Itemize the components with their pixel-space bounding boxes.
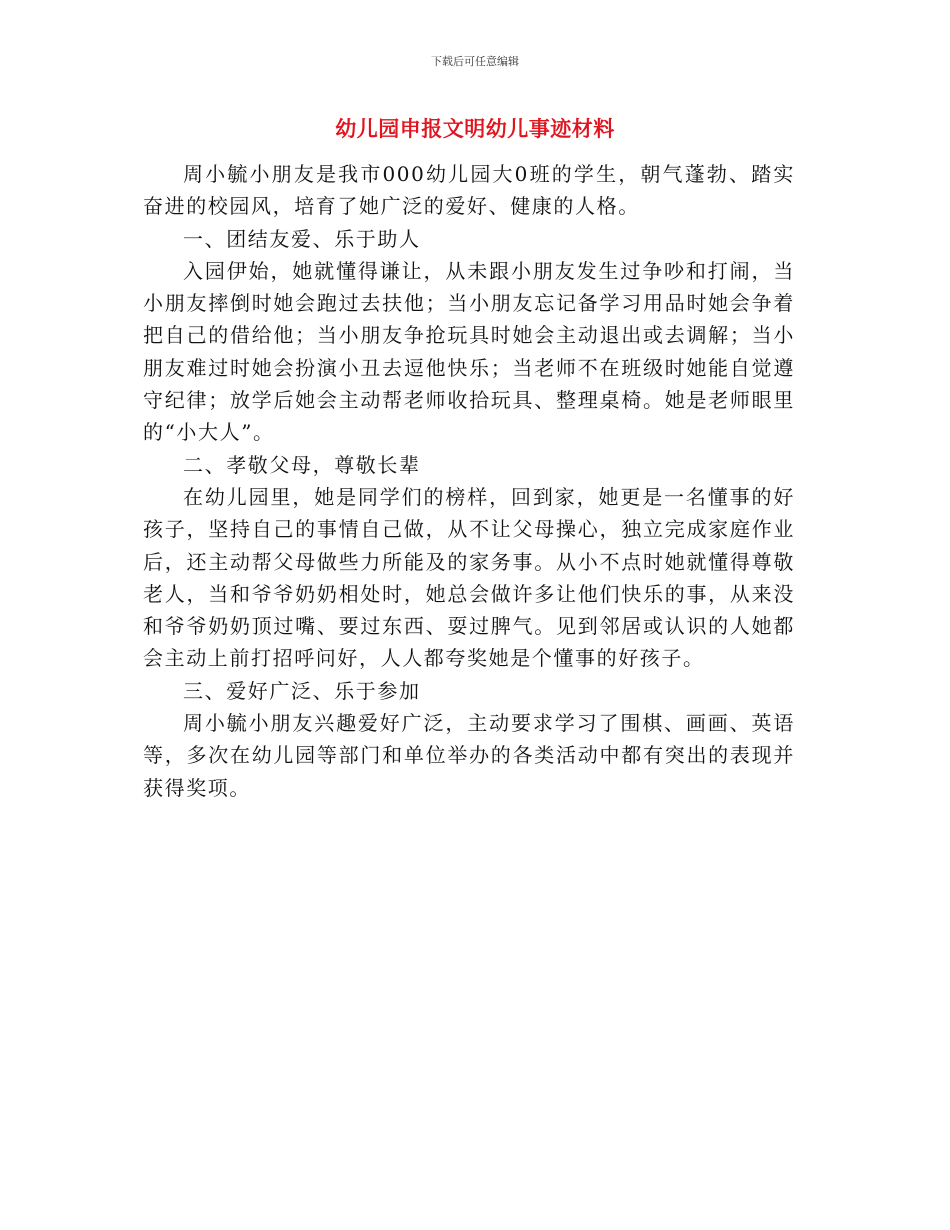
paragraph-intro: 周小毓小朋友是我市000幼儿园大0班的学生，朝气蓬勃、踏实奋进的校园风，培育了她广泛的爱好、健康的人格。 bbox=[143, 162, 795, 219]
section-heading-3: 三、爱好广泛、乐于参加 bbox=[183, 678, 421, 703]
page-header-note: 下载后可任意编辑 bbox=[431, 55, 519, 68]
document-body bbox=[143, 158, 795, 804]
section-heading-2: 二、孝敬父母，尊敬长辈 bbox=[183, 452, 421, 477]
paragraph-section-1: 入园伊始，她就懂得谦让，从未跟小朋友发生过争吵和打闹，当小朋友摔倒时她会跑过去扶他；当小朋友忘记备学习用品时她会争着把自己的借给他；当小朋友争抢玩具时她会主动退出或去调解；当小朋友难过时她会扮演小丑去逗他快乐；当老师不在班级时她能自觉遵守纪律；放学后她会主动帮老师收拾玩具、整理桌椅。她是老师眼里的“小大人”。 bbox=[143, 258, 795, 445]
paragraph-section-3: 周小毓小朋友兴趣爱好广泛，主动要求学习了围棋、画画、英语等，多次在幼儿园等部门和单位举办的各类活动中都有突出的表现并获得奖项。 bbox=[143, 711, 795, 800]
document-title: 幼儿园申报文明幼儿事迹材料 bbox=[335, 117, 615, 141]
paragraph-section-2: 在幼儿园里，她是同学们的榜样，回到家，她更是一名懂事的好孩子，坚持自己的事情自己做，从不让父母操心，独立完成家庭作业后，还主动帮父母做些力所能及的家务事。从小不点时她就懂得尊敬老人，当和爷爷奶奶相处时，她总会做许多让他们快乐的事，从来没和爷爷奶奶顶过嘴、要过东西、耍过脾气。见到邻居或认识的人她都会主动上前打招呼问好，人人都夸奖她是个懂事的好孩子。 bbox=[143, 484, 795, 671]
section-heading-1: 一、团结友爱、乐于助人 bbox=[183, 226, 421, 251]
